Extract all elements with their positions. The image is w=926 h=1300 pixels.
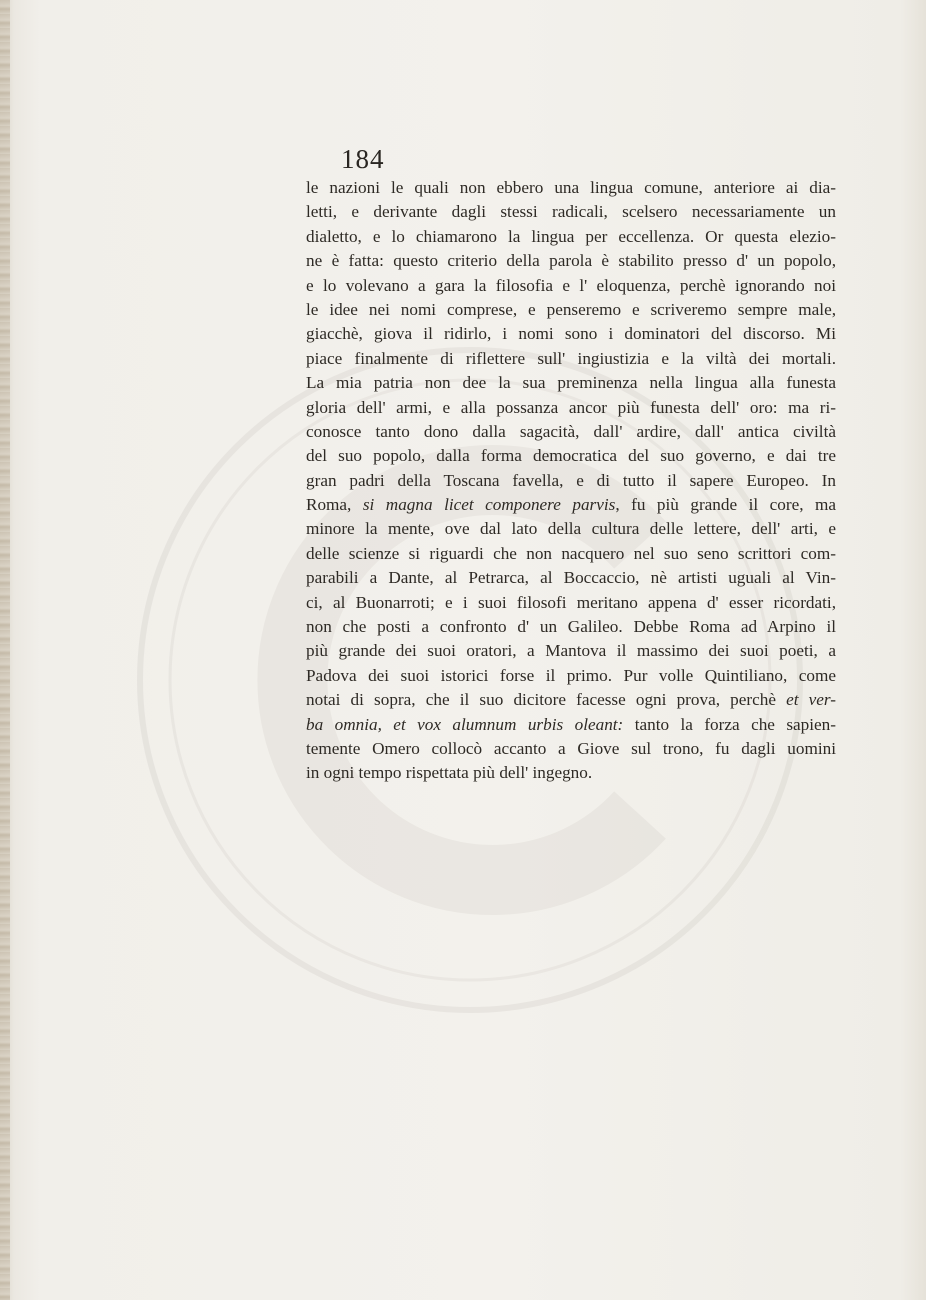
text-line <box>306 517 836 541</box>
text-segment: notai di sopra, che il suo dicitore facesse ogni prova, perchè <box>306 690 787 710</box>
latin-quotation: ba omnia, et vox alumnum urbis oleant: <box>306 714 624 734</box>
text-line <box>306 274 836 298</box>
text-line <box>306 688 836 712</box>
text-line <box>306 396 836 420</box>
text-segment: tanto la forza che sapien- <box>623 714 836 734</box>
text-line <box>306 615 836 639</box>
text-line <box>306 225 836 249</box>
text-segment: e lo volevano a gara la filosofia e l' eloquenza, perchè ignorando noi <box>306 275 836 295</box>
text-segment: le nazioni le quali non ebbero una lingua comune, anteriore ai dia- <box>306 178 836 197</box>
text-segment: Padova dei suoi istorici forse il primo. Pur volle Quintiliano, come <box>306 665 836 685</box>
latin-quotation: si magna licet componere parvis <box>362 495 616 515</box>
text-segment: La mia patria non dee la sua preminenza nella lingua alla funesta <box>306 373 836 393</box>
text-line <box>306 493 836 517</box>
text-segment: ci, al Buonarroti; e i suoi filosofi meritano appena d' esser ricordati, <box>306 592 836 612</box>
page-body-text <box>306 176 836 786</box>
text-line <box>306 200 836 224</box>
text-line <box>306 249 836 273</box>
text-line <box>306 347 836 371</box>
text-line <box>306 737 836 761</box>
text-line <box>306 761 836 785</box>
text-segment: letti, e derivante dagli stessi radicali, scelsero necessariamente un <box>306 202 836 222</box>
text-segment: le idee nei nomi comprese, e penseremo e scriveremo sempre male, <box>306 299 836 319</box>
text-segment: in ogni tempo rispettata più dell' ingegno. <box>306 763 593 783</box>
text-segment: temente Omero collocò accanto a Giove sul trono, fu dagli uomini <box>306 738 836 758</box>
text-line <box>306 298 836 322</box>
text-line <box>306 176 836 200</box>
text-segment: più grande dei suoi oratori, a Mantova il massimo dei suoi poeti, a <box>306 641 836 661</box>
text-line <box>306 664 836 688</box>
text-segment: gloria dell' armi, e alla possanza ancor più funesta dell' oro: ma ri- <box>306 397 836 417</box>
text-segment: gran padri della Toscana favella, e di tutto il sapere Europeo. In <box>306 470 836 490</box>
text-segment: del suo popolo, dalla forma democratica del suo governo, e dai tre <box>306 446 836 466</box>
text-segment: piace finalmente di riflettere sull' ingiustizia e la viltà dei mortali. <box>306 348 836 368</box>
text-line <box>306 566 836 590</box>
text-segment: delle scienze si riguardi che non nacquero nel suo seno scrittori com- <box>306 543 836 563</box>
text-line <box>306 591 836 615</box>
text-segment: , fu più grande il core, ma <box>615 495 836 515</box>
text-segment: dialetto, e lo chiamarono la lingua per eccellenza. Or questa elezio- <box>306 226 836 246</box>
text-line <box>306 420 836 444</box>
text-segment: Roma, <box>306 495 363 515</box>
page-number: 184 <box>341 144 385 174</box>
text-segment: conosce tanto dono dalla sagacità, dall' ardire, dall' antica civiltà <box>306 421 836 441</box>
latin-quotation: et ver- <box>786 690 836 710</box>
text-line <box>306 713 836 737</box>
text-segment: minore la mente, ove dal lato della cultura delle lettere, dell' arti, e <box>306 519 836 539</box>
page-binding-edge <box>0 0 10 1300</box>
text-segment: ne è fatta: questo criterio della parola è stabilito presso d' un popolo, <box>306 251 836 271</box>
text-line <box>306 639 836 663</box>
text-line <box>306 542 836 566</box>
text-segment: giacchè, giova il ridirlo, i nomi sono i dominatori del discorso. Mi <box>306 324 836 344</box>
text-line <box>306 322 836 346</box>
text-line <box>306 469 836 493</box>
text-line <box>306 444 836 468</box>
text-segment: parabili a Dante, al Petrarca, al Boccaccio, nè artisti uguali al Vin- <box>306 568 836 588</box>
text-line <box>306 371 836 395</box>
text-segment: non che posti a confronto d' un Galileo. Debbe Roma ad Arpino il <box>306 617 836 637</box>
